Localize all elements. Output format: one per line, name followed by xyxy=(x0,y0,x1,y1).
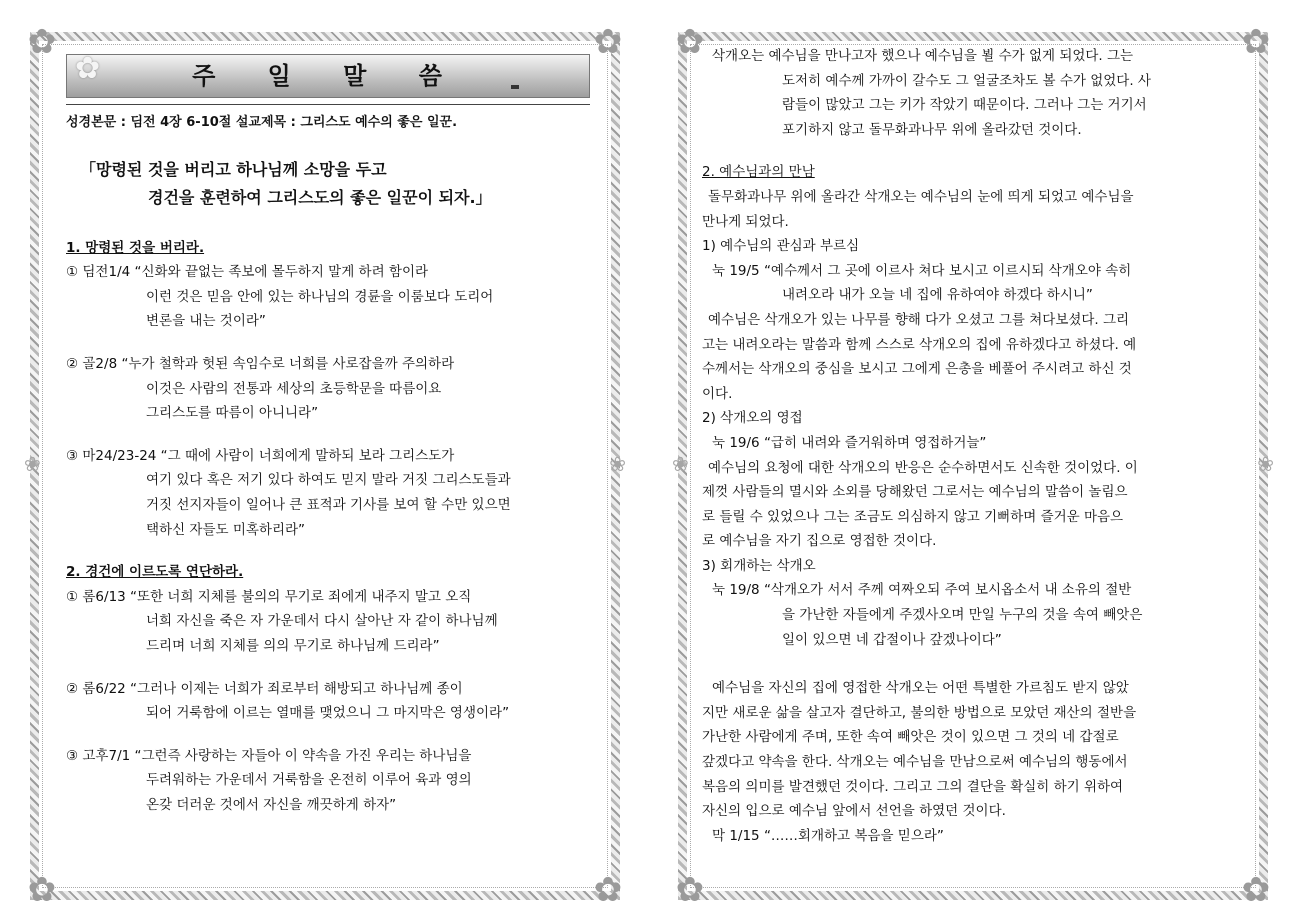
flower-corner-icon: ✿ xyxy=(675,22,705,62)
text-line: 로 들릴 수 있었으나 그는 조금도 의심하지 않고 기뻐하며 즐거운 마음으 xyxy=(702,508,1124,525)
section-heading: 2. 예수님과의 만남 xyxy=(702,164,815,181)
text-line: 예수님을 자신의 집에 영접한 삭개오는 어떤 특별한 가르침도 받지 않았 xyxy=(712,680,1129,697)
verse-line: 변론을 내는 것이라” xyxy=(146,313,266,330)
verse-line: 온갖 더러운 것에서 자신을 깨끗하게 하자” xyxy=(146,796,397,813)
verse-line: 너희 자신을 죽은 자 가운데서 다시 살아난 자 같이 하나님께 xyxy=(146,613,498,630)
section-heading: 1. 망령된 것을 버리라. xyxy=(66,239,205,256)
decor-mark xyxy=(511,85,519,89)
scripture-line: 성경본문 : 딤전 4장 6-10절 설교제목 : 그리스도 예수의 좋은 일꾼. xyxy=(66,104,590,136)
section-heading: 2. 경건에 이르도록 연단하라. xyxy=(66,564,244,581)
text-line: 자신의 입으로 예수님 앞에서 선언을 하였던 것이다. xyxy=(702,803,1006,820)
flower-corner-icon: ✿ xyxy=(593,22,623,62)
text-line: 예수님의 요청에 대한 삭개오의 반응은 순수하면서도 신속한 것이었다. 이 xyxy=(708,459,1138,476)
text-line: 만나게 되었다. xyxy=(702,213,789,230)
verse-line: 눅 19/6 “급히 내려와 즐거워하며 영접하거늘” xyxy=(712,434,987,451)
text-line: 복음의 의미를 발견했던 것이다. 그리고 그의 결단을 확실히 하기 위하여 xyxy=(702,778,1124,795)
flower-icon: ❀ xyxy=(672,452,689,476)
title-banner xyxy=(66,51,590,98)
verse-line: 두려워하는 가운데서 거룩함을 온전히 이루어 육과 영의 xyxy=(146,772,472,789)
text-line: 가난한 사람에게 주며, 또한 속여 빼앗은 것이 있으면 그 것의 네 갑절로 xyxy=(702,729,1119,746)
verse-line: 눅 19/5 “예수께서 그 곳에 이르사 쳐다 보시고 이르시되 삭개오야 속히 xyxy=(712,262,1132,279)
verse-line: ② 골2/8 “누가 철학과 헛된 속임수로 너희를 사로잡을까 주의하라 xyxy=(66,355,455,372)
flower-corner-icon: ✿ xyxy=(1241,870,1271,910)
theme-line: 경건을 훈련하여 그리스도의 좋은 일꾼이 되자.」 xyxy=(148,187,492,207)
verse-line: 일이 있으면 네 갑절이나 갚겠나이다” xyxy=(782,631,1002,648)
left-page xyxy=(24,22,626,910)
page-title: 주 일 말 씀 xyxy=(192,61,464,90)
verse-line: 거짓 선지자들이 일어나 큰 표적과 기사를 보여 할 수만 있으면 xyxy=(146,496,511,513)
text-line: 포기하지 않고 돌무화과나무 위에 올라갔던 것이다. xyxy=(782,121,1082,138)
text-line: 이다. xyxy=(702,385,733,402)
sermon-theme xyxy=(80,156,590,212)
verse-line: ② 롬6/22 “그러나 이제는 너희가 죄로부터 해방되고 하나님께 종이 xyxy=(66,680,463,697)
verse-line: ① 롬6/13 “또한 너희 지체를 불의의 무기로 죄에게 내주지 말고 오직 xyxy=(66,588,472,605)
text-line: 람들이 많았고 그는 키가 작았기 때문이다. 그러나 그는 거기서 xyxy=(782,97,1147,114)
verse-line: ① 딤전1/4 “신화와 끝없는 족보에 몰두하지 말게 하려 함이라 xyxy=(66,264,429,281)
verse-item xyxy=(66,260,590,334)
verse-line: 여기 있다 혹은 저기 있다 하여도 믿지 말라 거짓 그리스도들과 xyxy=(146,472,511,489)
text-line: 제껏 사람들의 멸시와 소외를 당해왔던 그로서는 예수님의 말씀이 놀림으 xyxy=(702,484,1128,501)
verse-line: 드리며 너희 지체를 의의 무기로 하나님께 드리라” xyxy=(146,637,440,654)
text-line: 삭개오는 예수님을 만나고자 했으나 예수님을 뵐 수가 없게 되었다. 그는 xyxy=(712,48,1134,64)
verse-line: 막 1/15 “……회개하고 복음을 믿으라” xyxy=(712,827,944,844)
flower-icon: ❀ xyxy=(609,452,626,476)
text-line: 돌무화과나무 위에 올라간 삭개오는 예수님의 눈에 띄게 되었고 예수님을 xyxy=(708,188,1134,205)
subsection-heading: 2) 삭개오의 영접 xyxy=(702,410,803,427)
subsection-heading: 1) 예수님의 관심과 부르심 xyxy=(702,238,860,255)
verse-line: 되어 거룩함에 이르는 열매를 맺었으니 그 마지막은 영생이라” xyxy=(146,705,510,722)
text-line: 갚겠다고 약속을 한다. 삭개오는 예수님을 만남으로써 예수님의 행동에서 xyxy=(702,754,1128,771)
text-line: 지만 새로운 삶을 살고자 결단하고, 불의한 방법으로 모았던 재산의 절반을 xyxy=(702,704,1137,721)
theme-line: 「망령된 것을 버리고 하나님께 소망을 두고 xyxy=(80,159,387,179)
flower-corner-icon: ✿ xyxy=(1241,22,1271,62)
verse-line: 눅 19/8 “삭개오가 서서 주께 여짜오되 주여 보시옵소서 내 소유의 절반 xyxy=(712,582,1132,599)
flower-corner-icon: ✿ xyxy=(675,870,705,910)
verse-line: 이런 것은 믿음 안에 있는 하나님의 경륜을 이룸보다 도리어 xyxy=(146,288,494,305)
flower-corner-icon: ✿ xyxy=(593,870,623,910)
verse-line: ③ 고후7/1 “그런즉 사랑하는 자들아 이 약속을 가진 우리는 하나님을 xyxy=(66,747,472,764)
subsection-heading: 3) 회개하는 삭개오 xyxy=(702,557,816,574)
verse-line: 택하신 자들도 미혹하리라” xyxy=(146,521,306,538)
right-content xyxy=(702,44,1246,880)
text-line: 도저히 예수께 가까이 갈수도 그 얼굴조차도 볼 수가 없었다. 사 xyxy=(782,72,1151,89)
flower-icon: ❀ xyxy=(24,452,41,476)
text-line: 로 예수님을 자기 집으로 영접한 것이다. xyxy=(702,533,937,550)
verse-item xyxy=(66,585,590,659)
left-content xyxy=(66,51,590,880)
right-page xyxy=(672,22,1274,910)
flower-corner-icon: ✿ xyxy=(27,22,57,62)
flower-corner-icon: ✿ xyxy=(27,870,57,910)
verse-item xyxy=(66,444,590,542)
verse-line: 이것은 사람의 전통과 세상의 초등학문을 따름이요 xyxy=(146,380,442,397)
verse-line: 을 가난한 자들에게 주겠사오며 만일 누구의 것을 속여 빼앗은 xyxy=(782,607,1143,624)
verse-line: 그리스도를 따름이 아니니라” xyxy=(146,405,319,422)
text-line: 수께서는 삭개오의 중심을 보시고 그에게 은총을 베풀어 주시려고 하신 것 xyxy=(702,361,1132,378)
daisy-icon: ✿ xyxy=(75,51,101,86)
flower-icon: ❀ xyxy=(1257,452,1274,476)
verse-item xyxy=(66,677,590,726)
verse-item xyxy=(66,744,590,818)
verse-line: 내려오라 내가 오늘 네 집에 유하여야 하겠다 하시니” xyxy=(782,287,1093,304)
text-line: 고는 내려오라는 말씀과 함께 스스로 삭개오의 집에 유하겠다고 하셨다. 예 xyxy=(702,336,1137,353)
verse-line: ③ 마24/23-24 “그 때에 사람이 너희에게 말하되 보라 그리스도가 xyxy=(66,447,455,464)
verse-item xyxy=(66,352,590,426)
text-line: 예수님은 삭개오가 있는 나무를 향해 다가 오셨고 그를 쳐다보셨다. 그리 xyxy=(708,311,1130,328)
